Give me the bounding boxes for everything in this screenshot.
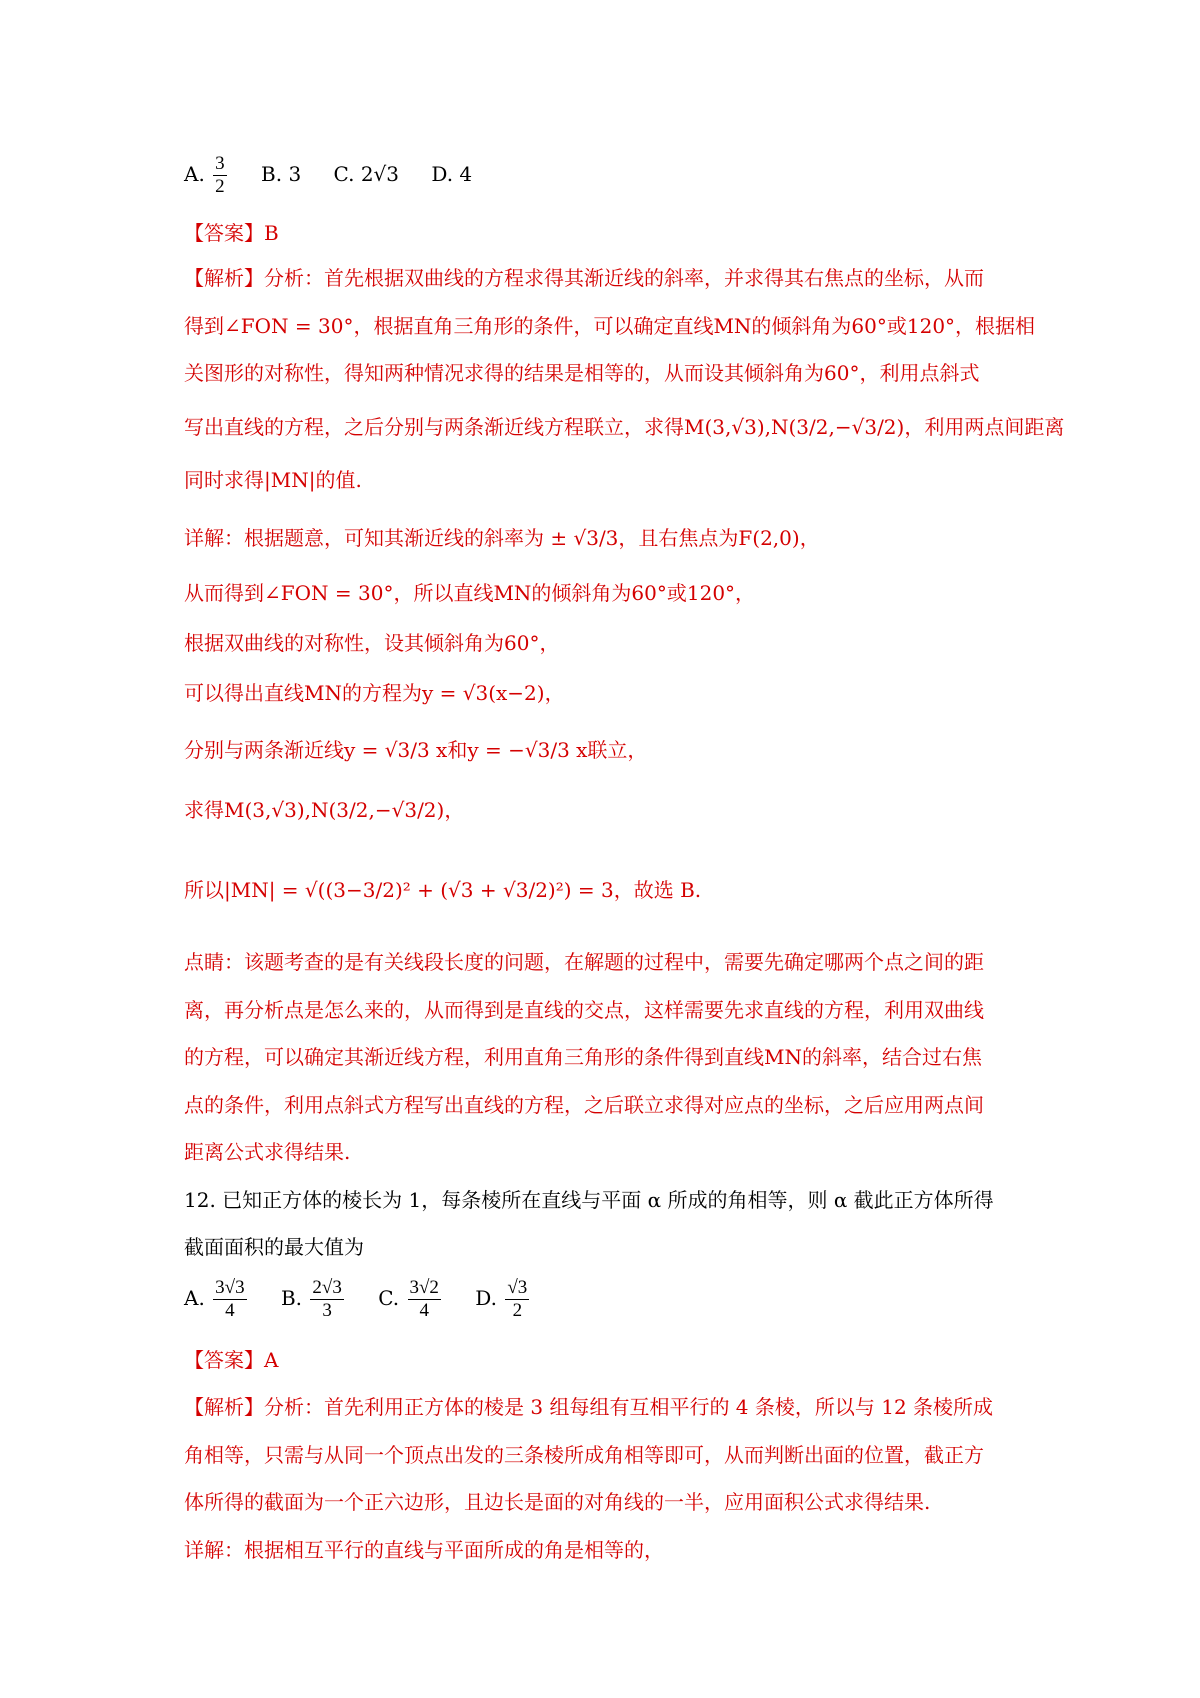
q12-option-c: C. $\frac{3√2}{4}$ bbox=[378, 1277, 439, 1321]
q12-option-c-fraction: $\frac{3√2}{4}$ bbox=[409, 1277, 439, 1321]
q12-analysis-2: 角相等，只需与从同一个顶点出发的三条棱所成角相等即可，从而判断出面的位置，截正方 bbox=[184, 1443, 984, 1467]
q12-stem-2: 截面面积的最大值为 bbox=[184, 1235, 364, 1259]
q11-comment-2: 离，再分析点是怎么来的，从而得到是直线的交点，这样需要先求直线的方程，利用双曲线 bbox=[184, 998, 984, 1022]
q11-option-c: C. 2√3 bbox=[333, 162, 400, 186]
q11-option-b: B. 3 bbox=[261, 162, 302, 186]
q11-comment-4: 点的条件，利用点斜式方程写出直线的方程，之后联立求得对应点的坐标，之后应用两点间 bbox=[184, 1093, 984, 1117]
q11-comment-3: 的方程，可以确定其渐近线方程，利用直角三角形的条件得到直线MN的斜率，结合过右焦 bbox=[184, 1045, 982, 1069]
q12-analysis-3: 体所得的截面为一个正六边形，且边长是面的对角线的一半，应用面积公式求得结果. bbox=[184, 1490, 931, 1514]
q11-options bbox=[184, 150, 1024, 198]
q11-detail-6: 求得M(3,√3),N(3/2,−√3/2)， bbox=[184, 798, 465, 822]
q11-comment-1: 点睛：该题考查的是有关线段长度的问题，在解题的过程中，需要先确定哪两个点之间的距 bbox=[184, 950, 984, 974]
q11-analysis-5: 同时求得|MN|的值. bbox=[184, 468, 362, 492]
q11-detail-5: 分别与两条渐近线y = √3/3 x和y = −√3/3 x联立， bbox=[184, 738, 648, 762]
q11-analysis-2: 得到∠FON = 30°，根据直角三角形的条件，可以确定直线MN的倾斜角为60°或120°，根据相 bbox=[184, 314, 1036, 338]
q11-detail-4: 可以得出直线MN的方程为y = √3(x−2)， bbox=[184, 681, 565, 705]
q11-analysis-1: 【解析】分析：首先根据双曲线的方程求得其渐近线的斜率，并求得其右焦点的坐标，从而 bbox=[184, 266, 984, 290]
q12-option-a-fraction: $\frac{3√3}{4}$ bbox=[215, 1277, 245, 1321]
q12-options bbox=[184, 1270, 1024, 1326]
q11-option-a-fraction: $\frac{3}{2}$ bbox=[215, 153, 225, 197]
q12-option-b: B. $\frac{2√3}{3}$ bbox=[280, 1277, 342, 1321]
q12-stem-1: 12. 已知正方体的棱长为 1，每条棱所在直线与平面 α 所成的角相等，则 α 截此正方体所得 bbox=[184, 1188, 994, 1212]
q11-option-a: A. $\frac{3}{2}$ bbox=[184, 153, 225, 197]
q11-analysis-3: 关图形的对称性，得知两种情况求得的结果是相等的，从而设其倾斜角为60°，利用点斜式 bbox=[184, 361, 980, 385]
q12-option-d-fraction: $\frac{√3}{2}$ bbox=[507, 1277, 528, 1321]
q11-analysis-4: 写出直线的方程，之后分别与两条渐近线方程联立，求得M(3,√3),N(3/2,−√3/2)，利用两点间距离 bbox=[184, 415, 1065, 439]
q12-option-b-fraction: $\frac{2√3}{3}$ bbox=[312, 1277, 342, 1321]
q11-answer: 【答案】B bbox=[184, 221, 279, 245]
q12-detail-1: 详解：根据相互平行的直线与平面所成的角是相等的， bbox=[184, 1538, 664, 1562]
q11-comment-5: 距离公式求得结果. bbox=[184, 1140, 351, 1164]
q11-detail-1: 详解：根据题意，可知其渐近线的斜率为 ± √3/3，且右焦点为F(2,0)， bbox=[184, 526, 820, 550]
q12-option-d: D. $\frac{√3}{2}$ bbox=[475, 1277, 528, 1321]
q12-option-a: A. $\frac{3√3}{4}$ bbox=[184, 1277, 245, 1321]
q11-detail-3: 根据双曲线的对称性，设其倾斜角为60°， bbox=[184, 631, 560, 655]
q11-detail-2: 从而得到∠FON = 30°，所以直线MN的倾斜角为60°或120°， bbox=[184, 581, 756, 605]
q11-option-d: D. 4 bbox=[431, 162, 473, 186]
q12-analysis-1: 【解析】分析：首先利用正方体的棱是 3 组每组有互相平行的 4 条棱，所以与 12 条棱所成 bbox=[184, 1395, 994, 1419]
q11-detail-7: 所以|MN| = √((3−3/2)² + (√3 + √3/2)²) = 3，故选 B. bbox=[184, 878, 702, 902]
q12-answer: 【答案】A bbox=[184, 1348, 279, 1372]
